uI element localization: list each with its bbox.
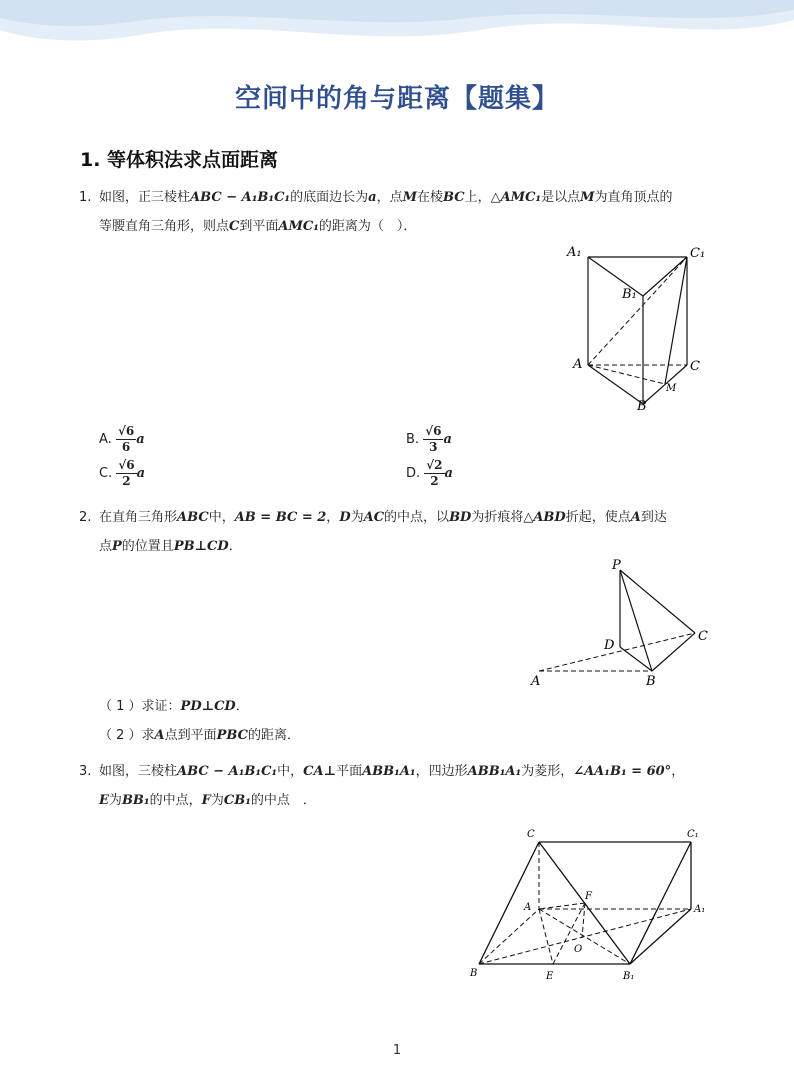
text: 上， bbox=[464, 190, 491, 205]
header-wave-decoration bbox=[0, 0, 794, 60]
option-c[interactable] bbox=[99, 458, 145, 489]
question-2-part-2 bbox=[99, 724, 300, 743]
question-2-line-1 bbox=[79, 503, 739, 532]
math: BB₁ bbox=[121, 793, 150, 808]
figure-label: A₁ bbox=[567, 245, 582, 260]
text: 等腰直角三角形，则点 bbox=[99, 219, 230, 234]
figure-label: A bbox=[524, 902, 532, 913]
text: 为 bbox=[210, 793, 224, 808]
text: （ 2 ）求 bbox=[99, 728, 155, 743]
question-number: 1. bbox=[79, 190, 92, 205]
math: a bbox=[136, 432, 145, 447]
question-1-line-1 bbox=[79, 183, 739, 212]
question-number: 2. bbox=[79, 510, 92, 525]
text: 为 bbox=[350, 510, 364, 525]
text: 点到平面 bbox=[164, 728, 217, 743]
figure-label: B bbox=[646, 674, 656, 689]
text: 在棱 bbox=[416, 190, 443, 205]
math: ABB₁A₁ bbox=[362, 764, 416, 779]
math: BD bbox=[449, 510, 472, 525]
question-3-line-2 bbox=[79, 786, 739, 815]
text: 的中点， bbox=[149, 793, 202, 808]
math: AB = BC = 2 bbox=[234, 510, 327, 525]
math: PB⊥CD bbox=[173, 539, 229, 554]
text: ， bbox=[326, 510, 340, 525]
figure-label: B₁ bbox=[622, 287, 637, 302]
math: ABC bbox=[177, 510, 209, 525]
text: 如图，正三棱柱 bbox=[99, 190, 191, 205]
figure-label: C bbox=[690, 359, 700, 374]
math: A bbox=[154, 728, 165, 743]
text: 为折痕将 bbox=[471, 510, 524, 525]
math: CB₁ bbox=[223, 793, 251, 808]
text: ． bbox=[228, 539, 242, 554]
fraction bbox=[116, 458, 136, 489]
prism-figure-1 bbox=[565, 238, 715, 418]
figure-label: C bbox=[698, 629, 708, 644]
text: 为直角顶点的 bbox=[594, 190, 673, 205]
denominator: 6 bbox=[121, 440, 131, 454]
question-1-line-2 bbox=[79, 212, 739, 241]
figure-label: B bbox=[470, 968, 478, 979]
math: a bbox=[368, 190, 377, 205]
fraction bbox=[424, 458, 444, 489]
numerator: √6 bbox=[118, 458, 135, 472]
figure-label: E bbox=[546, 971, 554, 982]
text: 为菱形， bbox=[521, 764, 574, 779]
option-a[interactable] bbox=[99, 424, 145, 455]
pyramid-figure-2 bbox=[525, 556, 725, 690]
text: 的中点，以 bbox=[384, 510, 450, 525]
question-3-line-1 bbox=[79, 757, 739, 786]
math: △ABD bbox=[523, 510, 566, 525]
option-d[interactable] bbox=[406, 458, 453, 489]
text: （ 1 ）求证： bbox=[99, 699, 181, 714]
figure-label: A bbox=[531, 674, 541, 689]
denominator: 3 bbox=[429, 440, 438, 454]
page-title: 空间中的角与距离【题集】 bbox=[234, 84, 559, 114]
option-letter: C. bbox=[99, 466, 113, 481]
text: ，四边形 bbox=[415, 764, 468, 779]
numerator: √6 bbox=[425, 424, 442, 438]
math: A bbox=[630, 510, 641, 525]
question-number: 3. bbox=[79, 764, 92, 779]
math: C bbox=[229, 219, 240, 234]
math: ∠AA₁B₁ = 60° bbox=[573, 764, 672, 779]
denominator: 2 bbox=[430, 474, 439, 488]
math: a bbox=[443, 432, 452, 447]
math: AC bbox=[363, 510, 385, 525]
text: 如图，三棱柱 bbox=[99, 764, 178, 779]
figure-label: B₁ bbox=[623, 971, 635, 982]
figure-label: F bbox=[585, 891, 592, 902]
math: D bbox=[339, 510, 351, 525]
math: ABB₁A₁ bbox=[467, 764, 522, 779]
figure-label: O bbox=[574, 944, 583, 955]
text: 中， bbox=[277, 764, 304, 779]
text: 中， bbox=[208, 510, 235, 525]
page-number: 1 bbox=[392, 1043, 402, 1058]
question-1 bbox=[79, 183, 739, 241]
text: ． bbox=[235, 699, 249, 714]
text: 的底面边长为 bbox=[290, 190, 369, 205]
text: 到达 bbox=[640, 510, 667, 525]
numerator: √2 bbox=[426, 458, 443, 472]
math: ABC − A₁B₁C₁ bbox=[190, 190, 291, 205]
text: ， bbox=[671, 764, 685, 779]
text: 的位置且 bbox=[121, 539, 174, 554]
option-letter: A. bbox=[99, 432, 112, 447]
math: AMC₁ bbox=[278, 219, 319, 234]
math: ABC − A₁B₁C₁ bbox=[177, 764, 278, 779]
question-2-part-1 bbox=[99, 695, 249, 714]
text: 平面 bbox=[336, 764, 363, 779]
figure-label: P bbox=[612, 558, 621, 573]
math: P bbox=[112, 539, 122, 554]
option-letter: D. bbox=[406, 466, 421, 481]
figure-label: C₁ bbox=[690, 246, 706, 261]
math: PD⊥CD bbox=[180, 699, 236, 714]
math: E bbox=[99, 793, 109, 808]
math: a bbox=[136, 466, 146, 481]
fraction bbox=[116, 424, 136, 455]
math: BC bbox=[443, 190, 465, 205]
text: 的距离． bbox=[248, 728, 301, 743]
figure-label: A₁ bbox=[694, 904, 706, 915]
text: 折起，使点 bbox=[565, 510, 631, 525]
option-letter: B. bbox=[406, 432, 420, 447]
option-b[interactable] bbox=[406, 424, 452, 455]
math: CA⊥ bbox=[303, 764, 337, 779]
text: 在直角三角形 bbox=[99, 510, 178, 525]
figure-label: A bbox=[573, 357, 583, 372]
math: F bbox=[201, 793, 211, 808]
text: 为 bbox=[108, 793, 122, 808]
figure-label: B bbox=[637, 399, 647, 414]
question-3 bbox=[79, 757, 739, 815]
text: 到平面 bbox=[239, 219, 279, 234]
text: 是以点 bbox=[541, 190, 581, 205]
fraction bbox=[423, 424, 443, 455]
text: 的距离为（ ）． bbox=[318, 219, 417, 234]
numerator: √6 bbox=[117, 424, 135, 438]
figure-label: C₁ bbox=[687, 829, 699, 840]
section-heading: 1. 等体积法求点面距离 bbox=[80, 149, 279, 171]
text: 的中点 ． bbox=[250, 793, 316, 808]
denominator: 2 bbox=[122, 474, 131, 488]
question-2 bbox=[79, 503, 739, 561]
math: PBC bbox=[216, 728, 249, 743]
figure-label: M bbox=[666, 383, 677, 394]
figure-label: D bbox=[604, 638, 615, 653]
prism-figure-3 bbox=[465, 822, 715, 992]
math: a bbox=[444, 466, 453, 481]
text: 点 bbox=[99, 539, 113, 554]
math: △AMC₁ bbox=[490, 190, 542, 205]
math: M bbox=[402, 190, 417, 205]
text: ，点 bbox=[376, 190, 403, 205]
figure-label: C bbox=[527, 829, 535, 840]
math: M bbox=[580, 190, 595, 205]
